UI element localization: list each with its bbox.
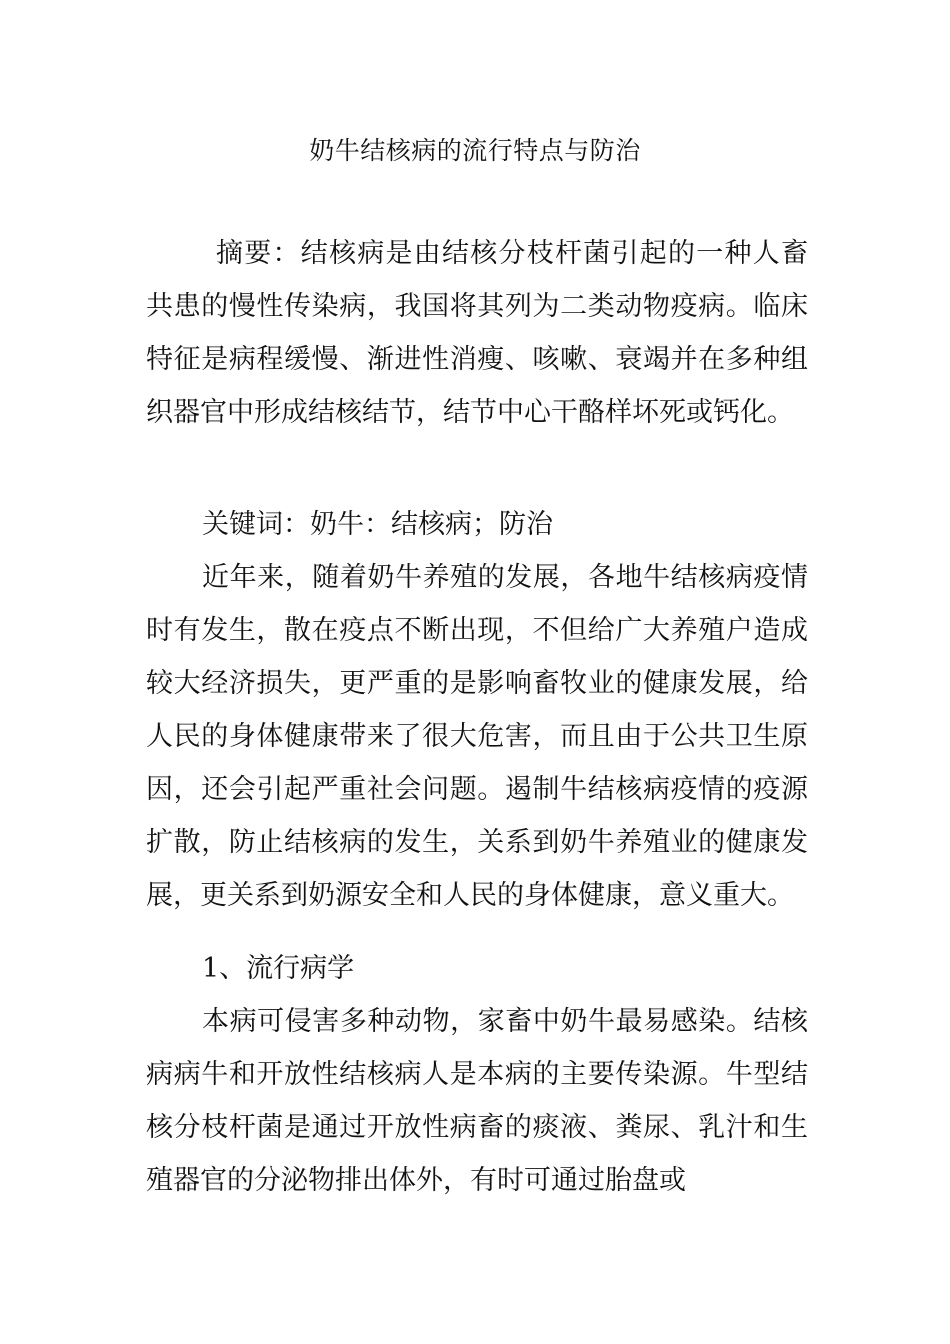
document-title: 奶牛结核病的流行特点与防治	[309, 136, 641, 165]
keywords-line: 关键词：奶牛：结核病；防治	[202, 509, 553, 540]
section-paragraph: 本病可侵害多种动物，家畜中奶牛最易感染。结核病病牛和开放性结核病人是本病的主要传染源。牛型结核分枝杆菌是通过开放性病畜的痰液、粪尿、乳汁和生殖器官的分泌物排出体外，有时可通过胎盘或	[146, 1006, 808, 1196]
abstract-paragraph: 摘要：结核病是由结核分枝杆菌引起的一种人畜共患的慢性传染病，我国将其列为二类动物疫病。临床特征是病程缓慢、渐进性消瘦、咳嗽、衰竭并在多种组织器官中形成结核结节，结节中心干酪样坏死或钙化。	[146, 238, 808, 428]
section-heading: 1、流行病学	[202, 953, 355, 984]
intro-paragraph: 近年来，随着奶牛养殖的发展，各地牛结核病疫情时有发生，散在疫点不断出现，不但给广大养殖户造成较大经济损失，更严重的是影响畜牧业的健康发展，给人民的身体健康带来了很大危害，而且由于公共卫生原因，还会引起严重社会问题。遏制牛结核病疫情的疫源扩散，防止结核病的发生，关系到奶牛养殖业的健康发展，更关系到奶源安全和人民的身体健康，意义重大。	[146, 562, 808, 911]
